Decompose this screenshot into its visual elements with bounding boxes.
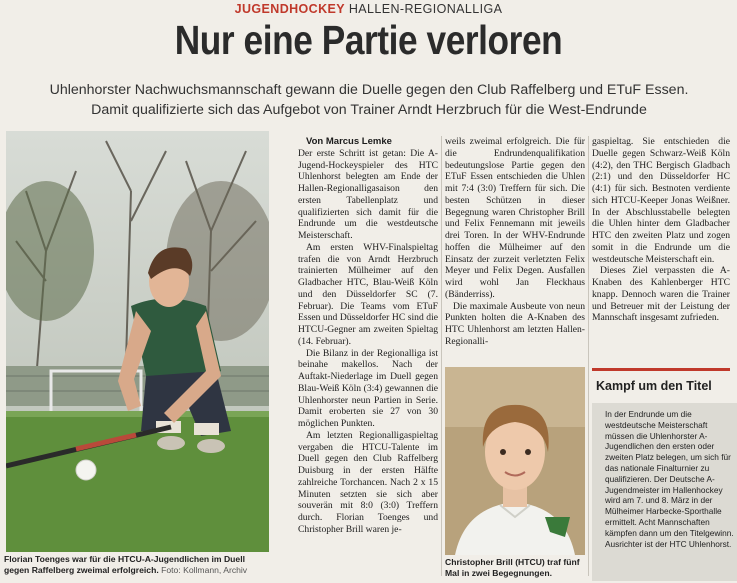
kicker-league: HALLEN-REGIONALLIGA: [348, 2, 503, 16]
info-box: [592, 368, 734, 579]
col3-paragraph-1: gaspieltag. Sie entschieden die Duelle gegen Schwarz-Weiß Köln (4:2), den THC Bergisch Gladbach (2:1) und den Düsseldorfer HC (4:1) für sich. Bestnoten verdiente sich HTCU-Keeper Jonas Weißner. In der Abschlusstabelle belegten die Uhlen hinter dem Gladbacher HTC den zweiten Platz und zogen somit in die Endrunde um die westdeutsche Meisterschaft ein.: [592, 136, 730, 265]
deck-line-1: Uhlenhorster Nachwuchsmannschaft gewann die Duelle gegen den Club Raffelberg und ETuF Essen.: [49, 82, 689, 98]
section-kicker: [0, 2, 737, 16]
byline: Von Marcus Lemke: [306, 136, 392, 147]
deck: [14, 80, 724, 120]
article-column-1: [298, 136, 438, 536]
column-rule: [441, 136, 442, 576]
portrait-illustration: [445, 367, 585, 555]
info-box-title: Kampf um den Titel: [596, 379, 712, 393]
col3-paragraph-2: Dieses Ziel verpassten die A-Knaben des Kahlenberger HTC knapp. Dennoch waren die Trainer und Betreuer mit der Leistung der Mannschaft insgesamt zufrieden.: [592, 265, 730, 324]
main-photo: [6, 131, 269, 552]
col2-paragraph-2: Die maximale Ausbeute von neun Punkten holten die A-Knaben des HTC Uhlenhorst am letzten Hallen-Regionalli-: [445, 300, 585, 347]
kicker-category: JUGENDHOCKEY: [234, 2, 345, 16]
hockey-player-illustration: [6, 131, 269, 552]
col2-paragraph-1: weils zweimal erfolgreich. Die für die Endrundenqualifikation bedeutungslose Partie gegen den ETuF Essen entschieden die Uhlen mit 7:4 (3:0) Treffern für sich. Die besten Schützen in dieser Begegnung waren Christopher Brill und Felix Fennemann mit jeweils drei Toren. In der WHV-Endrunde hoffen die Mülheimer auf den Einsatz der zurzeit verletzten Felix Meyer und Felix Degen. Ausfallen wird wohl Jan Fleckhaus (Bänderriss).: [445, 136, 585, 300]
info-box-body: In der Endrunde um die westdeutsche Meisterschaft müssen die Uhlenhorster A-Jugendlichen den ersten oder zweiten Platz belegen, um sich für das nationale Finalturnier zu qualifizieren. Der Deutsche A-Jugendmeister im Hallenhockey wird am 7. und 8. März in der Mülheimer Harbecke-Sporthalle ermittelt. Acht Mannschaften kämpfen dann um den Titelgewinn. Ausrichter ist der HTC Uhlenhorst.: [592, 403, 737, 581]
photo-credit: Foto: Kollmann, Archiv: [161, 565, 248, 575]
portrait-caption-text: Christopher Brill (HTCU) traf fünf Mal in zwei Begegnungen.: [445, 557, 580, 578]
column-rule-2: [588, 136, 589, 576]
main-photo-caption: [4, 554, 270, 576]
article-column-2: [445, 136, 585, 348]
main-caption-text: Florian Toenges war für die HTCU-A-Jugendlichen im Duell gegen Raffelberg zweimal erfolgreich.: [4, 554, 245, 575]
article-column-3: [592, 136, 730, 324]
deck-line-2: Damit qualifizierte sich das Aufgebot von Trainer Arndt Herzbruch für die West-Endrunde: [91, 102, 647, 118]
col1-paragraph-1: Der erste Schritt ist getan: Die A-Jugend-Hockeyspieler des HTC Uhlenhorst belegten am Ende der Hallen-Regionalligasaison den ersten Tabellenplatz und qualifizierten sich damit für die Endrunde um die westdeutsche Meisterschaft.: [298, 147, 438, 241]
portrait-caption: [445, 557, 587, 579]
headline: Nur eine Partie verloren: [174, 17, 563, 63]
col1-paragraph-2: Am ersten WHV-Finalspieltag trafen die von Arndt Herzbruch trainierten Mülheimer auf den Gladbacher HTC, Blau-Weiß Köln und den Düsseldorfer SC (7. Februar). Die Teams vom ETuF Essen und Düsseldorfer HC sind die HTCU-Gegner am zweiten Spieltag (14. Februar).: [298, 241, 438, 347]
portrait-photo: [445, 367, 585, 555]
col1-paragraph-3: Die Bilanz in der Regionalliga ist beinahe makellos. Nach der Auftakt-Niederlage im Duell gegen Blau-Weiß Köln (3:4) gewannen die Uhlenhorster neun Partien in Serie. Damit eroberten sie 27 von 30 möglichen Punkten.: [298, 347, 438, 429]
col1-paragraph-4: Am letzten Regionalligaspieltag vergaben die HTCU-Talente im Duell gegen den Club Raffelberg Duisburg in der ersten Hälfte zahlreiche Torchancen. Nach 2 x 15 Minuten setzten sie sich aber souverän mit 8:0 (3:0) Treffern durch. Florian Toenges und Christopher Brill waren je-: [298, 429, 438, 535]
